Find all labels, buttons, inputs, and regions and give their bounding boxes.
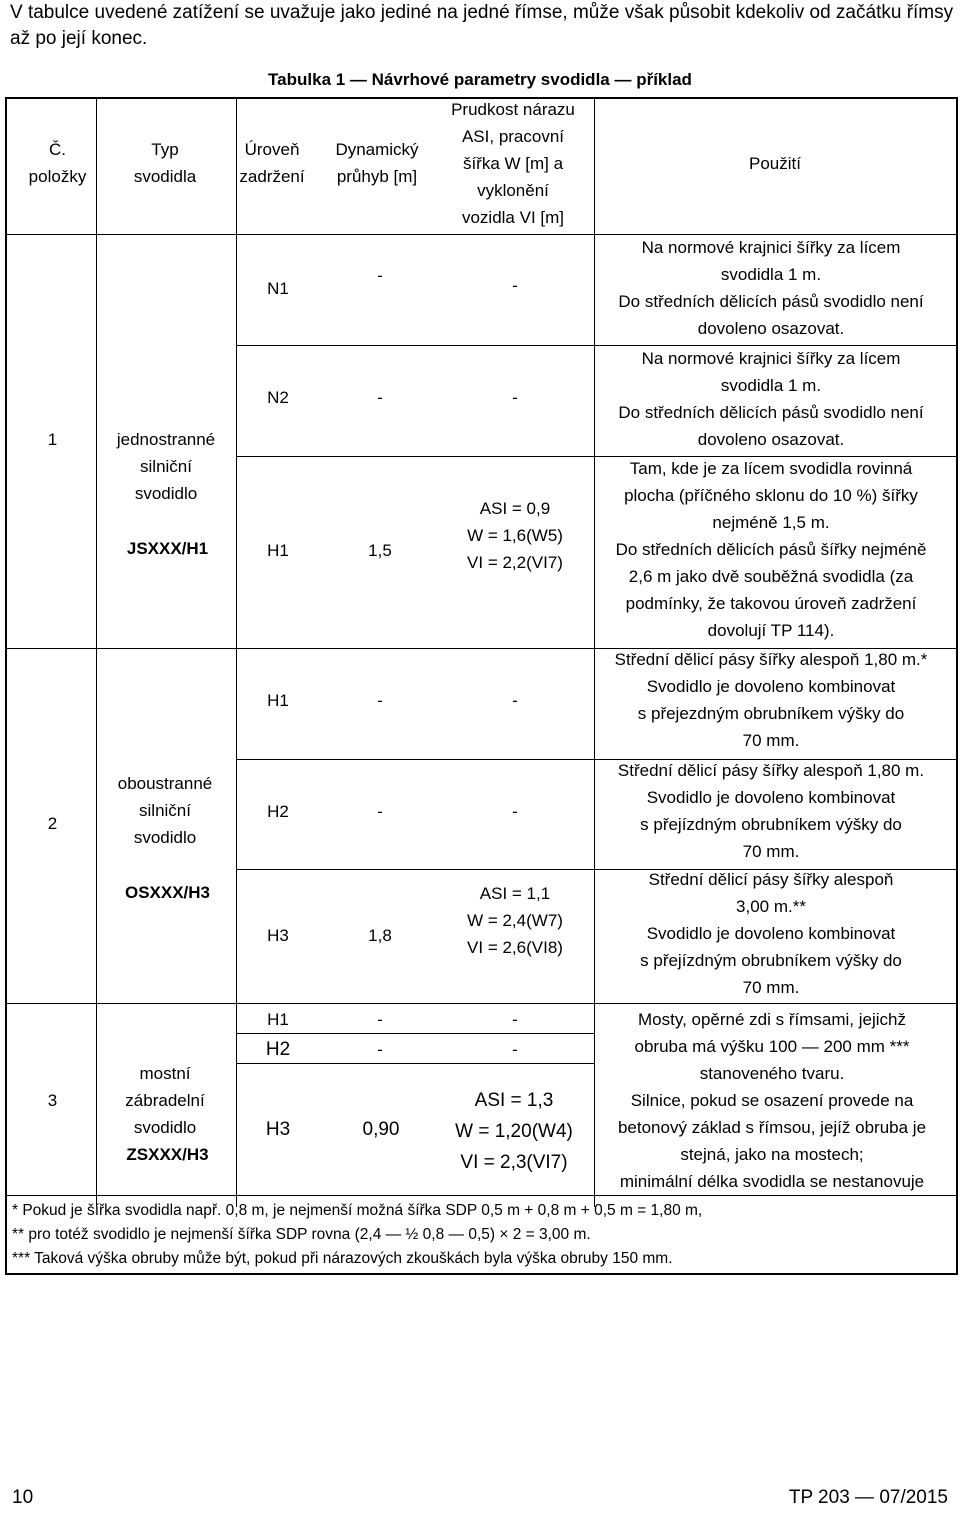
barrier-type: mostní zábradelní svodidlo	[125, 1064, 205, 1137]
usage-text: Střední dělicí pásy šířky alespoň 1,80 m.* Svodidlo je dovoleno kombinovat s přejezdným obrubníkem výšky do 70 mm.	[614, 650, 928, 750]
dynamic-deflection: -	[377, 1010, 383, 1029]
header-deflection: Dynamický průhyb [m]	[335, 140, 419, 186]
containment-level: H2	[265, 1039, 291, 1060]
header-level: Úroveň zadržení	[239, 140, 305, 186]
dynamic-deflection: 0,90	[362, 1119, 400, 1140]
page-number: 10	[12, 1487, 34, 1508]
usage-text: Tam, kde je za lícem svodidla rovinná plocha (příčného sklonu do 10 %) šířky nejméně 1,5 m. Do středních dělicích pásů šířky nejméně 2,6 m jako dvě souběžná svodidla (za podmínky, že takovou úroveň zadržení dovolují TP 114).	[615, 459, 927, 640]
barrier-code: OSXXX/H3	[124, 883, 211, 902]
asi-value: -	[512, 691, 518, 710]
asi-value: ASI = 1,1 W = 2,4(W7) VI = 2,6(VI8)	[467, 884, 563, 957]
containment-level: N2	[267, 388, 289, 407]
asi-value: -	[512, 388, 518, 407]
asi-value: ASI = 1,3 W = 1,20(W4) VI = 2,3(VI7)	[455, 1090, 573, 1173]
dynamic-deflection: 1,5	[368, 541, 392, 560]
header-item-no: Č. položky	[28, 140, 87, 186]
barrier-type: oboustranné silniční svodidlo	[117, 774, 213, 847]
containment-level: H1	[267, 691, 289, 710]
footnote: ** pro totéž svodidlo je nejmenší šířka SDP rovna (2,4 — ½ 0,8 — 0,5) × 2 = 3,00 m.	[12, 1226, 591, 1243]
barrier-code: ZSXXX/H3	[126, 1145, 209, 1164]
usage-text: Střední dělicí pásy šířky alespoň 3,00 m.** Svodidlo je dovoleno kombinovat s přejízdným obrubníkem výšky do 70 mm.	[640, 870, 902, 997]
usage-text: Mosty, opěrné zdi s římsami, jejichž obruba má výšku 100 — 200 mm *** stanoveného tvaru. Silnice, pokud se osazení provede na betonový základ s římsou, jejíž obruba je stejná, jako na mostech; minimální délka svodidla se nestanovuje	[617, 1010, 927, 1191]
table-caption: Tabulka 1 — Návrhové parametry svodidla — příklad	[268, 70, 692, 89]
dynamic-deflection: -	[377, 802, 383, 821]
dynamic-deflection: -	[377, 691, 383, 710]
containment-level: H2	[267, 802, 289, 821]
dynamic-deflection: -	[377, 1040, 383, 1059]
dynamic-deflection: -	[377, 266, 383, 285]
item-no: 3	[47, 1091, 58, 1110]
footnote: *** Taková výška obruby může být, pokud při nárazových zkouškách byla výška obruby 150 mm.	[12, 1250, 673, 1267]
containment-level: H3	[267, 926, 289, 945]
containment-level: H3	[265, 1119, 291, 1140]
intro-text: V tabulce uvedené zatížení se uvažuje jako jediné na jedné římse, může však působit kdekoliv od začátku římsy až po její konec.	[10, 2, 954, 49]
asi-value: -	[512, 1010, 518, 1029]
asi-value: -	[512, 1040, 518, 1059]
containment-level: N1	[267, 279, 289, 298]
header-usage: Použití	[749, 154, 801, 173]
barrier-code: JSXXX/H1	[126, 539, 209, 558]
asi-value: ASI = 0,9 W = 1,6(W5) VI = 2,2(VI7)	[467, 499, 563, 572]
asi-value: -	[512, 276, 518, 295]
usage-text: Střední dělicí pásy šířky alespoň 1,80 m. Svodidlo je dovoleno kombinovat s přejízdným obrubníkem výšky do 70 mm.	[617, 761, 925, 861]
barrier-type: jednostranné silniční svodidlo	[116, 430, 216, 503]
footnote: * Pokud je šířka svodidla např. 0,8 m, je nejmenší možná šířka SDP 0,5 m + 0,8 m + 0,5 m = 1,80 m,	[12, 1202, 703, 1219]
containment-level: H1	[267, 1010, 289, 1029]
asi-value: -	[512, 802, 518, 821]
item-no: 2	[47, 814, 58, 833]
dynamic-deflection: -	[377, 388, 383, 407]
header-asi: Prudkost nárazu ASI, pracovní šířka W [m] a vyklonění vozidla VI [m]	[451, 100, 575, 227]
dynamic-deflection: 1,8	[368, 926, 392, 945]
usage-text: Na normové krajnici šířky za lícem svodidla 1 m. Do středních dělicích pásů svodidlo není dovoleno osazovat.	[618, 349, 924, 449]
header-type: Typ svodidla	[133, 140, 197, 186]
document-id: TP 203 — 07/2015	[788, 1487, 948, 1508]
usage-text: Na normové krajnici šířky za lícem svodidla 1 m. Do středních dělicích pásů svodidlo není dovoleno osazovat.	[618, 238, 924, 338]
item-no: 1	[47, 430, 58, 449]
containment-level: H1	[267, 541, 289, 560]
